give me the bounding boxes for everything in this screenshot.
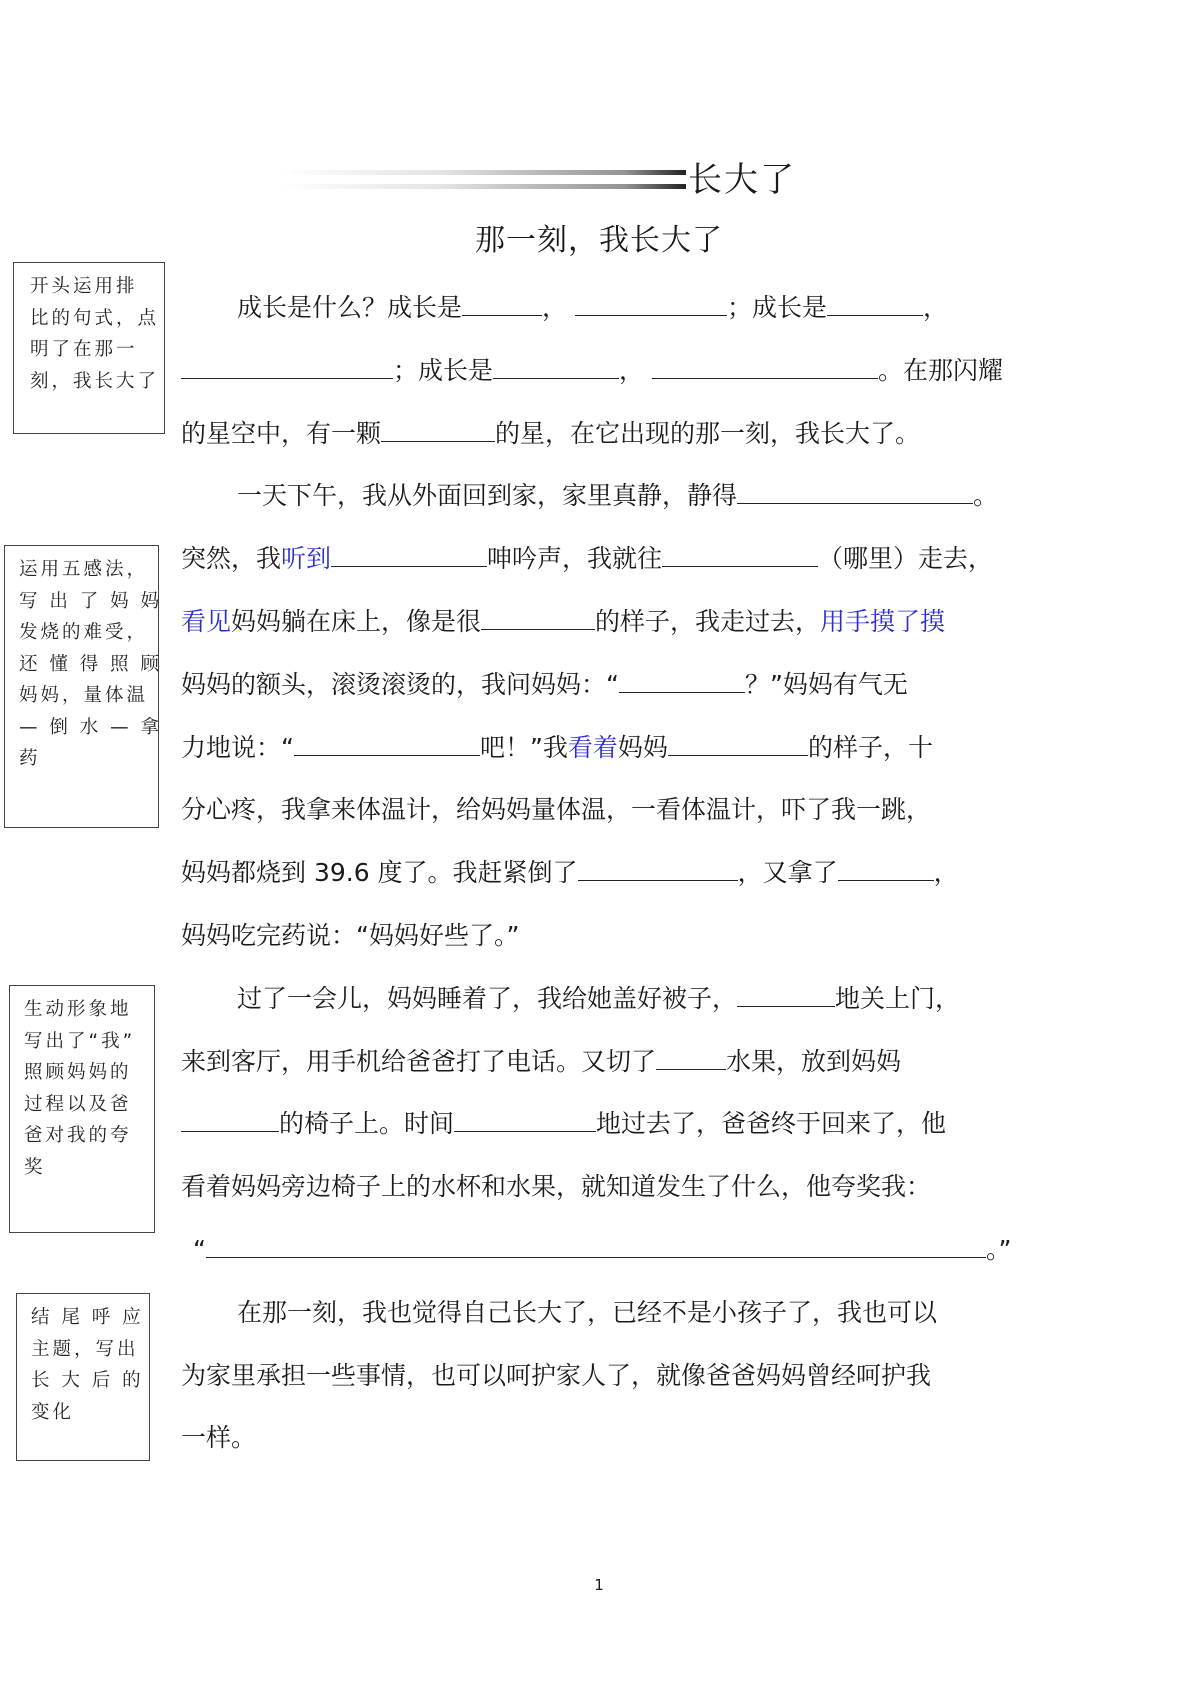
annotation-line: 过程以及爸 [24,1093,132,1115]
annotation-line: 变化 [31,1401,75,1423]
header-title: 长大了 [688,160,796,200]
annotation-line: 刻，我长大了 [30,370,160,392]
fill-blank[interactable] [656,1047,726,1070]
highlighted-sense-word: 听到 [281,544,332,574]
highlighted-sense-word: 看着 [567,732,618,762]
paragraph-3-line-3: 的椅子上。时间 地过去了，爸爸终于回来了，他 [181,1093,1021,1156]
annotation-box-ending [16,1293,150,1461]
annotation-line: 妈妈，量体温 [19,685,149,706]
annotation-line: 药 [19,748,41,769]
paragraph-4-line-3: 一样。 [181,1423,257,1453]
paragraph-1-line-3: 的星空中，有一颗 的星，在它出现的那一刻，我长大了。 [181,418,921,448]
annotation-box-five-senses [4,545,163,828]
annotation-line: 运用五感法， [19,559,149,580]
fill-blank[interactable] [737,984,835,1007]
fill-blank[interactable] [737,481,973,504]
essay-body [181,277,1021,1470]
fill-blank[interactable] [181,356,393,379]
highlighted-sense-word: 用手摸了摸 [820,606,946,636]
fill-blank[interactable] [493,356,619,379]
annotation-line: 主题，写出 [31,1338,139,1360]
paragraph-1-line-1: 成长是什么？成长是 ， ；成长是 ， [237,293,949,322]
paragraph-3-line-4: 看着妈妈旁边椅子上的水杯和水果，就知道发生了什么，他夸奖我： [181,1172,932,1202]
highlighted-sense-word: 看见 [181,606,232,636]
fill-blank[interactable] [331,544,487,567]
annotation-line: 结 尾 呼 应 [31,1307,144,1328]
fill-blank[interactable] [619,670,745,693]
annotation-line: 还 懂 得 照 顾 [19,653,163,675]
fill-blank[interactable] [575,293,727,316]
fill-blank[interactable] [454,1109,596,1132]
header-decoration [280,166,686,196]
annotation-line: 长 大 后 的 [31,1370,144,1391]
paragraph-2-line-6: 分心疼，我拿来体温计，给妈妈量体温，一看体温计，吓了我一跳， [181,795,932,825]
fill-blank[interactable] [481,607,595,630]
annotation-box-process [9,985,155,1233]
paragraph-2-line-7: 妈妈都烧到 39.6 度了。我赶紧倒了 ，又拿了 ， [181,858,959,888]
annotation-line: — 倒 水 — 拿 [19,716,163,738]
annotation-line: 开头运用排 [30,276,138,297]
fill-blank[interactable] [652,356,878,379]
decorative-gradient-line [280,184,686,189]
annotation-line: 生动形象地 [24,999,132,1020]
annotation-box-opening [13,262,165,434]
page-number: 1 [594,1576,604,1594]
annotation-line: 明了在那一 [30,339,138,360]
document-title: 那一刻，我长大了 [475,223,723,258]
annotation-line: 照顾妈妈的 [24,1062,132,1083]
paragraph-2-line-3: 看见妈妈躺在床上，像是很 的样子，我走过去，用手摸了摸 [181,606,946,636]
paragraph-3-line-1: 过了一会儿，妈妈睡着了，我给她盖好被子， 地关上门， [237,983,961,1013]
fill-blank[interactable] [838,858,934,881]
paragraph-3-line-2: 来到客厅，用手机给爸爸打了电话。又切了 水果，放到妈妈 [181,1046,902,1076]
fill-blank-praise[interactable] [206,1235,986,1258]
paragraph-4-line-1: 在那一刻，我也觉得自己长大了，已经不是小孩子了，我也可以 [237,1297,938,1327]
paragraph-2-line-8: 妈妈吃完药说：“妈妈好些了。” [181,920,520,950]
paragraph-2-line-5: 力地说：“ 吧！”我看着妈妈 的样子，十 [181,732,933,762]
annotation-line: 发烧的难受， [19,622,149,643]
fill-blank[interactable] [578,858,738,881]
annotation-line: 写出了“我” [24,1030,136,1052]
paragraph-2-line-1: 一天下午，我从外面回到家，家里真静，静得 。 [237,481,999,511]
fill-blank[interactable] [662,544,818,567]
paragraph-4-line-2: 为家里承担一些事情，也可以呵护家人了，就像爸爸妈妈曾经呵护我 [181,1360,932,1390]
fill-blank[interactable] [181,1109,279,1132]
paragraph-3-line-5: “ 。” [193,1234,1012,1264]
decorative-gradient-line [280,170,686,175]
fill-blank[interactable] [827,293,923,316]
annotation-line: 奖 [24,1156,46,1178]
annotation-line: 爸对我的夸 [24,1125,132,1146]
paragraph-1-line-2: ；成长是 ， 。在那闪耀 [181,340,1021,403]
fill-blank[interactable] [294,733,480,756]
annotation-line: 写 出 了 妈 妈 [19,590,163,612]
annotation-line: 比的句式，点 [30,307,160,329]
fill-blank[interactable] [462,293,542,316]
fill-blank[interactable] [381,419,495,442]
paragraph-2-line-2: 突然，我听到 呻吟声，我就往 （哪里）走去， [181,544,994,574]
fill-blank[interactable] [668,733,808,756]
paragraph-2-line-4: 妈妈的额头，滚烫滚烫的，我问妈妈：“ ？”妈妈有气无 [181,669,908,699]
